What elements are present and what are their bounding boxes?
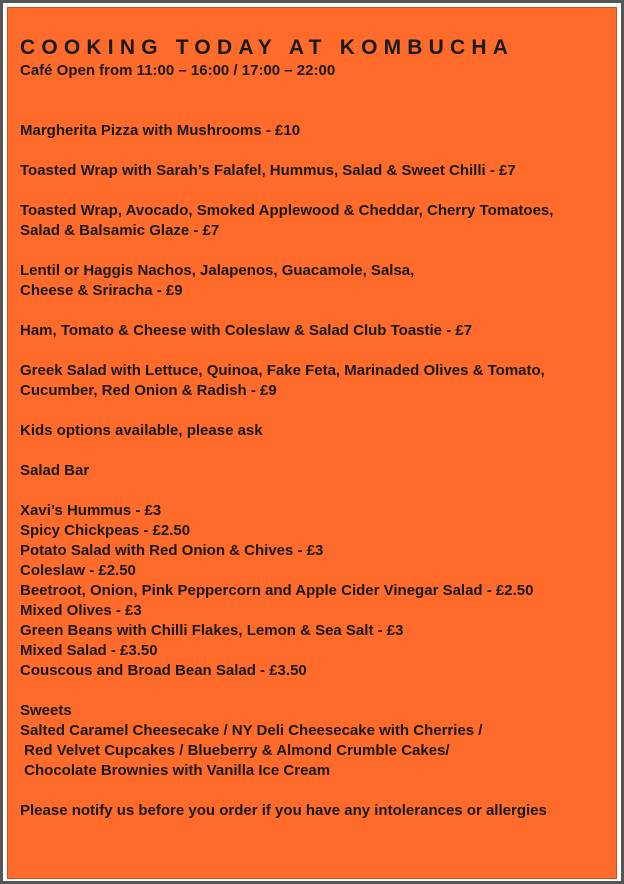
salad-bar-heading: Salad Bar bbox=[20, 462, 90, 479]
opening-hours: Café Open from 11:00 – 16:00 / 17:00 – 22:00 bbox=[20, 62, 336, 79]
menu-item-line: Salad & Balsamic Glaze - £7 bbox=[20, 222, 220, 239]
menu-item-line: Ham, Tomato & Cheese with Coleslaw & Salad Club Toastie - £7 bbox=[20, 322, 473, 339]
menu-panel bbox=[7, 7, 617, 879]
menu-item-nachos bbox=[20, 261, 618, 301]
menu-item-greek-salad bbox=[20, 361, 618, 401]
menu-item-falafel-wrap bbox=[20, 161, 618, 181]
menu-item-avocado-wrap bbox=[20, 201, 618, 241]
menu-item-line: Cheese & Sriracha - £9 bbox=[20, 282, 183, 299]
sweets-line: Red Velvet Cupcakes / Blueberry & Almond Crumble Cakes/ bbox=[20, 742, 450, 759]
kids-note: Kids options available, please ask bbox=[20, 422, 263, 439]
salad-bar-item: Green Beans with Chilli Flakes, Lemon & Sea Salt - £3 bbox=[20, 622, 404, 639]
sweets-heading: Sweets bbox=[20, 702, 72, 719]
menu-item-line: Cucumber, Red Onion & Radish - £9 bbox=[20, 382, 277, 399]
allergy-note: Please notify us before you order if you have any intolerances or allergies bbox=[20, 802, 547, 819]
menu-item-line: Toasted Wrap, Avocado, Smoked Applewood & Cheddar, Cherry Tomatoes, bbox=[20, 202, 554, 219]
sweets-line: Chocolate Brownies with Vanilla Ice Cream bbox=[20, 762, 331, 779]
main-dishes bbox=[20, 121, 618, 401]
salad-bar-item: Xavi’s Hummus - £3 bbox=[20, 502, 162, 519]
menu-item-line: Lentil or Haggis Nachos, Jalapenos, Guacamole, Salsa, bbox=[20, 262, 415, 279]
menu-content bbox=[20, 35, 618, 821]
menu-title: COOKING TODAY AT KOMBUCHA bbox=[20, 36, 515, 59]
menu-item-line: Margherita Pizza with Mushrooms - £10 bbox=[20, 122, 301, 139]
salad-bar-item: Coleslaw - £2.50 bbox=[20, 562, 136, 579]
menu-item-pizza bbox=[20, 121, 618, 141]
sweets-list bbox=[20, 721, 618, 781]
salad-bar-list bbox=[20, 501, 618, 681]
menu-item-line: Toasted Wrap with Sarah’s Falafel, Hummus, Salad & Sweet Chilli - £7 bbox=[20, 162, 516, 179]
menu-item-line: Greek Salad with Lettuce, Quinoa, Fake Feta, Marinaded Olives & Tomato, bbox=[20, 362, 545, 379]
sweets-line: Salted Caramel Cheesecake / NY Deli Cheesecake with Cherries / bbox=[20, 722, 483, 739]
salad-bar-item: Beetroot, Onion, Pink Peppercorn and Apple Cider Vinegar Salad - £2.50 bbox=[20, 582, 534, 599]
salad-bar-item: Mixed Salad - £3.50 bbox=[20, 642, 158, 659]
salad-bar-item: Mixed Olives - £3 bbox=[20, 602, 142, 619]
salad-bar-item: Potato Salad with Red Onion & Chives - £3 bbox=[20, 542, 324, 559]
salad-bar-item: Spicy Chickpeas - £2.50 bbox=[20, 522, 191, 539]
menu-item-club-toastie bbox=[20, 321, 618, 341]
salad-bar-item: Couscous and Broad Bean Salad - £3.50 bbox=[20, 662, 307, 679]
